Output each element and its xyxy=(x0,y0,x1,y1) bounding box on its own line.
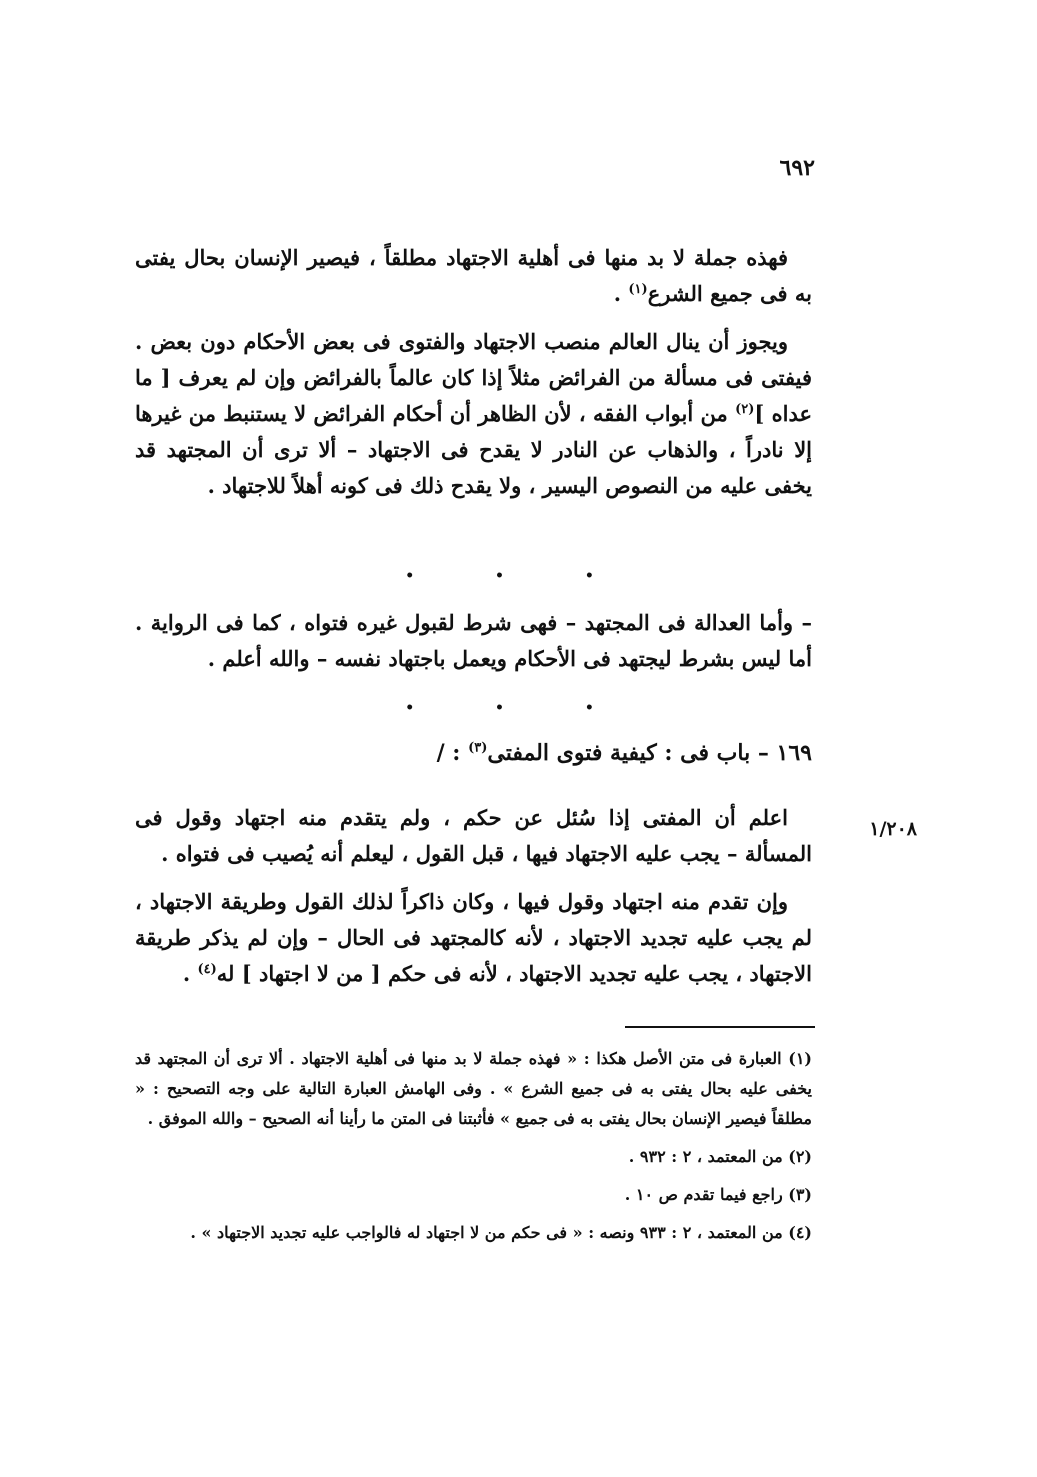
paragraph-1: فهذه جملة لا بد منها فى أهلية الاجتهاد مطلقاً ، فيصير الإنسان بحال يفتى به فى جميع الشرع$^{(١)}$ . xyxy=(135,245,812,306)
footnote-ref-4: (٤) xyxy=(197,962,217,977)
footnote-ref-3: (٣) xyxy=(468,740,488,756)
body-text-middle xyxy=(135,605,812,689)
section-separator: • • • xyxy=(405,568,632,584)
footnote-1: (١) العبارة فى متن الأصل هكذا : « فهذه جملة لا بد منها فى أهلية الاجتهاد . ألا ترى أن المجتهد قد يخفى عليه بحال يفتى به فى جميع الشرع » . وفى الهامش العبارة التالية على وجه التصحيح : « مطلقاً فيصير الإنسان بحال يفتى به فى جميع » فأثبتنا فى المتن ما رأينا أنه الصحيح – والله الموفق . xyxy=(135,1049,812,1128)
footnote-3: (٣) راجع فيما تقدم ص ١٠ . xyxy=(624,1185,812,1204)
footnote-4: (٤) من المعتمد ، ٢ : ٩٣٣ ونصه : « فى حكم من لا اجتهاد له فالواجب عليه تجديد الاجتهاد » . xyxy=(190,1223,812,1242)
footnote-ref-2: (٢) xyxy=(735,402,755,417)
paragraph-4: اعلم أن المفتى إذا سُئل عن حكم ، ولم يتقدم منه اجتهاد وقول فى المسألة – يجب عليه الاجتهاد فيها ، قبل القول ، ليعلم أنه يُصيب فى فتواه . xyxy=(135,805,812,866)
paragraph-3: – وأما العدالة فى المجتهد – فهى شرط لقبول غيره فتواه ، كما فى الرواية . أما ليس بشرط ليجتهد فى الأحكام ويعمل باجتهاد نفسه – والله أعلم . xyxy=(135,610,812,671)
page-number: ٦٩٢ xyxy=(779,155,815,181)
footnote-ref-1: (١) xyxy=(628,282,648,297)
footnotes xyxy=(135,1044,812,1256)
footnote-2: (٢) من المعتمد ، ٢ : ٩٣٢ . xyxy=(628,1147,812,1166)
footnote-divider xyxy=(625,1026,815,1028)
paragraph-2: ويجوز أن ينال العالم منصب الاجتهاد والفتوى فى بعض الأحكام دون بعض . فيفتى فى مسألة من الفرائض مثلاً إذا كان عالماً بالفرائض وإن لم يعرف [ ما عداه ]$^{(٢)}$ من أبواب الفقه ، لأن الظاهر أن أحكام الفرائض لا يستنبط من غيرها إلا نادراً ، والذهاب عن النادر لا يقدح فى الاجتهاد – ألا ترى أن المجتهد قد يخفى عليه من النصوص اليسير ، ولا يقدح ذلك فى كونه أهلاً للاجتهاد . xyxy=(135,329,813,498)
paragraph-5: وإن تقدم منه اجتهاد وقول فيها ، وكان ذاكراً لذلك القول وطريقة الاجتهاد ، لم يجب عليه تجديد الاجتهاد ، لأنه كالمجتهد فى الحال – وإن لم يذكر طريقة الاجتهاد ، يجب عليه تجديد الاجتهاد ، لأنه فى حكم [ من لا اجتهاد ] له$^{(٤)}$ . xyxy=(135,889,812,986)
chapter-heading: ١٦٩ – باب فى : كيفية فتوى المفتى$^{(٣)}$ : / xyxy=(436,740,812,766)
margin-reference: ١/٢٠٨ xyxy=(869,818,917,840)
body-text-top xyxy=(135,240,812,516)
section-separator: • • • xyxy=(405,700,632,716)
body-text-bottom xyxy=(135,800,812,1004)
